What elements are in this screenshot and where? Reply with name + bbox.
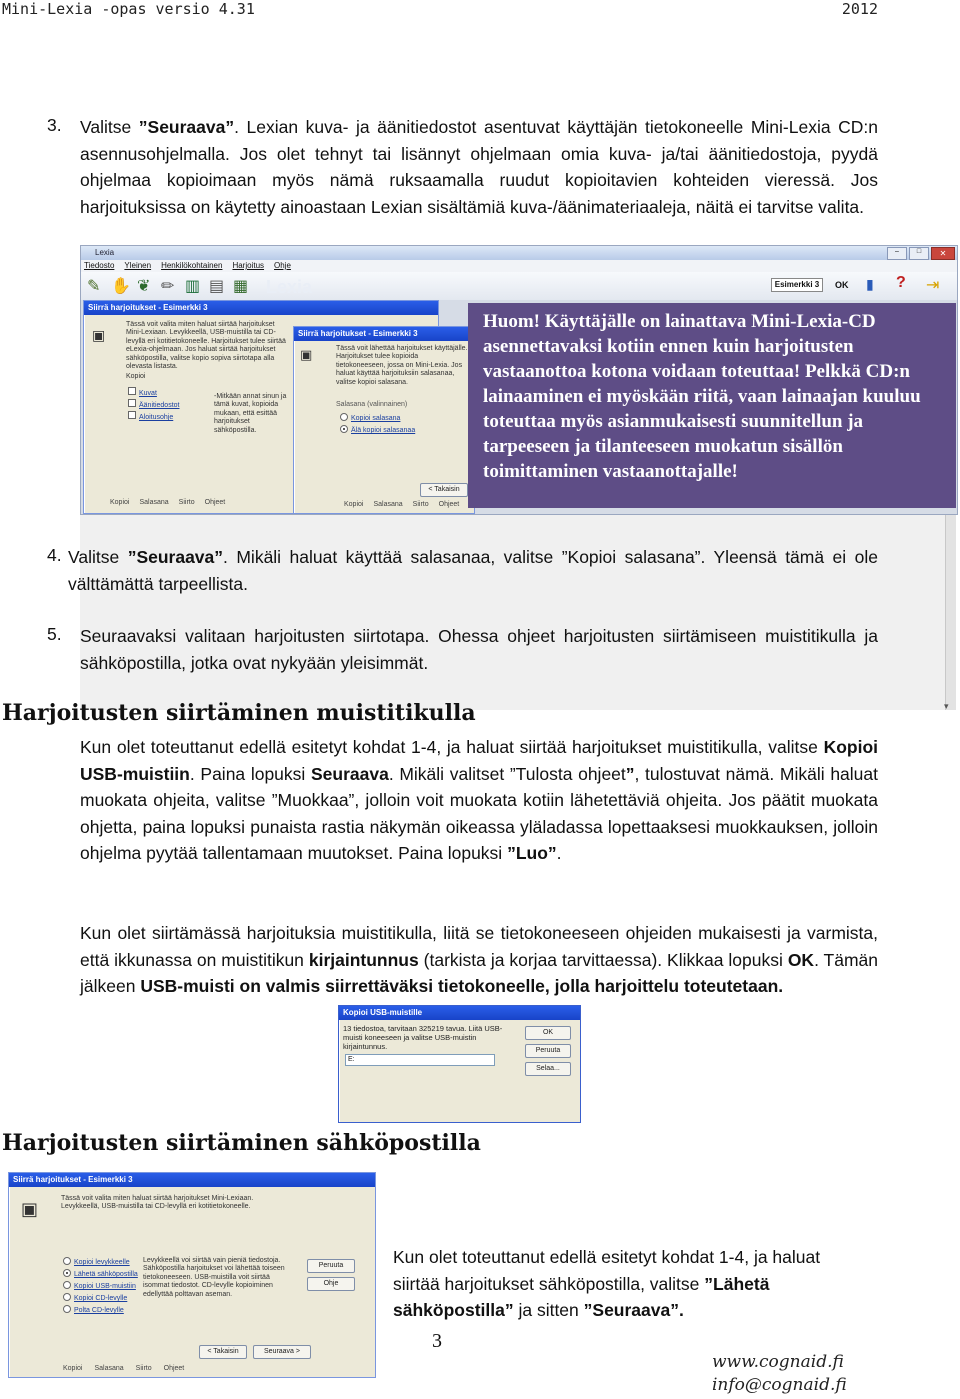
option-kopioi-usb[interactable]: Kopioi USB-muistiin	[63, 1281, 136, 1290]
background-window-area	[80, 510, 945, 710]
exit-icon[interactable]: ⇥	[926, 277, 940, 294]
usb-drive-input[interactable]: E:	[345, 1054, 495, 1066]
hand-icon[interactable]: ✋	[111, 278, 131, 295]
close-icon[interactable]: ✕	[931, 247, 955, 260]
dialog-usb-copy	[338, 1005, 581, 1123]
scroll-down-icon[interactable]: ▾	[944, 701, 949, 711]
paragraph-email: Kun olet toteuttanut edellä esitetyt kohdat 1-4, ja haluat siirtää harjoitukset sähköpostilla, valitse ”Lähetä sähköpostilla” ja sitten ”Seuraava”.	[393, 1247, 821, 1321]
disk-icon-2: ▣	[300, 347, 313, 362]
usb-dialog-text: 13 tiedostoa, tarvitaan 325219 tavua. Liitä USB-muisti koneeseen ja valitse USB-muistin kirjaintunnus.	[343, 1024, 503, 1051]
menu-bar	[81, 260, 957, 272]
ok-icon[interactable]: OK	[835, 280, 849, 290]
option-aloitusohje[interactable]: Aloitusohje	[128, 411, 173, 421]
email-dialog-titlebar: Siirrä harjoitukset - Esimerkki 3	[9, 1173, 375, 1187]
usb-ok-button[interactable]: OK	[525, 1026, 571, 1040]
list-number-5: 5.	[47, 624, 62, 644]
email-next-button[interactable]: Seuraava >	[253, 1345, 311, 1359]
tool-icon-1[interactable]: ✎	[87, 278, 101, 295]
usb-cancel-button[interactable]: Peruuta	[525, 1044, 571, 1058]
email-cancel-button[interactable]: Peruuta	[307, 1259, 355, 1273]
disk-icon: ▣	[92, 327, 106, 343]
email-help-button[interactable]: Ohje	[307, 1277, 355, 1291]
page-number: 3	[432, 1330, 442, 1352]
header-doc-title: Mini-Lexia -opas versio 4.31	[2, 0, 255, 18]
footer-website: www.cognaid.fi	[712, 1352, 844, 1372]
dialog-password	[293, 326, 475, 514]
dialog-transfer-method	[8, 1172, 376, 1378]
book-icon[interactable]: ▥	[185, 278, 201, 295]
paragraph-step-3: Valitse ”Seuraava”. Lexian kuva- ja äänitiedostot asentuvat käyttäjän tietokoneelle Mini-Lexia CD:n asennusohjelmalla. Jos olet tehnyt tai lisännyt ohjelmaan omia kuva- ja/tai äänitiedostoja, pyydä ohjelmaa kopioimaan myös nämä ruksaamalla ruudut kopioitavien kohteiden vieressä. Jos harjoituksissa on käytetty ainoastaan Lexian sisältämiä kuva-/äänimateriaaleja, näitä ei tarvitse valita.	[80, 117, 878, 217]
bars-icon[interactable]: ▤	[209, 278, 225, 295]
dialog1-nav: Kopioi Salasana Siirto Ohjeet	[110, 499, 226, 506]
dialog2-text: Tässä voit lähettää harjoitukset käyttäjälle. Harjoitukset tulee kopioida tietokoneeseen, jossa on Mini-Lexia. Jos haluat käyttää harjoituksiin salasanaa, valitse kopioi salasana.	[336, 345, 468, 386]
option-kuvat[interactable]: Kuvat	[128, 387, 157, 397]
paragraph-usb-1: Kun olet toteuttanut edellä esitetyt kohdat 1-4, ja haluat siirtää harjoitukset muistitikulla, valitse Kopioi USB-muistiin. Paina lopuksi Seuraava. Mikäli valitset ”Tulosta ohjeet”, tulostuvat nämä. Mikäli haluat muokata ohjeita, valitse ”Muokkaa”, jolloin voit muokata kotiin lähetettäviä ohjeita. Jos päätit muokata ohjetta, paina lopuksi punaista rastia näkymän oikeassa yläladassa lopettaaksesi muokkauksen, jolloin ohjelma pyytää tallentamaan muutokset. Paina lopuksi ”Luo”.	[80, 737, 878, 864]
option-laheta-sahkopostilla[interactable]: Lähetä sähköpostilla	[63, 1269, 138, 1278]
option-aanitiedostot[interactable]: Äänitiedostot	[128, 399, 179, 409]
dialog2-group: Salasana (valinnainen)	[336, 401, 408, 408]
paragraph-step-4: Valitse ”Seuraava”. Mikäli haluat käyttää salasanaa, valitse ”Kopioi salasana”. Yleensä tämä ei ole välttämättä tarpeellista.	[68, 547, 878, 594]
option-kopioi-levykkeelle[interactable]: Kopioi levykkeelle	[63, 1257, 130, 1266]
menu-item-harjoitus[interactable]: Harjoitus	[232, 261, 265, 270]
header-year: 2012	[841, 0, 878, 18]
dialog1-help: -Mitkään annat sinun ja tämä kuvat, kopioida mukaan, että esittää harjoitukset sähköpostilla.	[214, 393, 287, 434]
option-ala-kopioi-salasanaa[interactable]: Älä kopioi salasanaa	[340, 425, 415, 434]
section-heading-usb: Harjoitusten siirtäminen muistitikulla	[2, 700, 476, 726]
email-back-button[interactable]: < Takaisin	[199, 1345, 247, 1359]
dialog2-nav: Kopioi Salasana Siirto Ohjeet	[344, 501, 460, 508]
section-heading-email: Harjoitusten siirtäminen sähköpostilla	[2, 1130, 481, 1156]
pencil-icon[interactable]: ✏	[161, 278, 175, 295]
footer-email: info@cognaid.fi	[712, 1375, 847, 1395]
app-titlebar: Lexia	[81, 246, 957, 260]
email-dialog-side-text: Levykkeellä voi siirtää vain pieniä tiedostoja. Sähköpostilla harjoitukset voi lähettää toiseen tietokoneeseen. USB-muistilla voit siirtää isommat tiedostot. CD-levylle kopioiminen edellyttää polttavan aseman.	[143, 1257, 285, 1298]
menu-item-ohje[interactable]: Ohje	[274, 261, 291, 270]
paragraph-step-5: Seuraavaksi valitaan harjoitusten siirtotapa. Ohessa ohjeet harjoitusten siirtämiseen muistitikulla ja sähköpostilla, jotka ovat nykyään yleisimmät.	[80, 626, 878, 673]
dialog1-group: Kopioi	[126, 373, 146, 380]
chart-icon[interactable]: ▮	[866, 276, 874, 292]
dialog1-titlebar: Siirrä harjoitukset - Esimerkki 3	[84, 301, 438, 315]
books-icon[interactable]: ▦	[233, 278, 249, 295]
menu-item-henkilokohtainen[interactable]: Henkilökohtainen	[161, 261, 223, 270]
dialog1-text: Tässä voit valita miten haluat siirtää harjoitukset Mini-Lexiaan. Levykkeellä, USB-muistilla tai CD-levyllä eri kotitietokoneelle. Harjoitukset tulee siirtää eLexia-ohjelmaan. Jos haluat siirtää harjoitukset sähköpostilla, valitse kopio sopiva siirtotapa alla olevasta listasta.	[126, 321, 286, 371]
usb-browse-button[interactable]: Selaa...	[525, 1062, 571, 1076]
brand-logo: Lexia	[266, 277, 313, 297]
leaf-icon[interactable]: ❦	[137, 278, 151, 295]
usb-dialog-titlebar: Kopioi USB-muistille	[339, 1006, 580, 1020]
menu-item-tiedosto[interactable]: Tiedosto	[84, 261, 115, 270]
option-polta-cd[interactable]: Polta CD-levylle	[63, 1305, 124, 1314]
option-kopioi-cd[interactable]: Kopioi CD-levylle	[63, 1293, 127, 1302]
list-number-4: 4.	[47, 545, 62, 565]
toolbar	[81, 272, 957, 300]
email-dialog-nav: Kopioi Salasana Siirto Ohjeet	[63, 1365, 185, 1372]
option-kopioi-salasana[interactable]: Kopioi salasana	[340, 413, 400, 422]
help-icon[interactable]: ?	[896, 274, 906, 291]
scrollbar[interactable]	[945, 510, 956, 710]
list-number-3: 3.	[47, 115, 62, 135]
note-huom: Huom! Käyttäjälle on lainattava Mini-Lexia-CD asennettavaksi kotiin ennen kuin harjoitusten vastaanottoa kotona voidaan toteuttaa! Pelkkä CD:n lainaaminen ei myöskään riitä, vaan lainaajan kuuluu toteuttaa myös asianmukaisesti suunnitellun ja tarpeeseen ja tilanteeseen muokatun sisällön toimittaminen vastaanottajalle!	[468, 303, 956, 508]
user-field[interactable]: Esimerkki 3	[771, 278, 823, 292]
email-dialog-text: Tässä voit valita miten haluat siirtää harjoitukset Mini-Lexiaan. Levykkeellä, USB-muistilla tai CD-levyllä eri kotitietokoneelle.	[61, 1195, 254, 1211]
paragraph-usb-2: Kun olet siirtämässä harjoituksia muistitikulla, liitä se tietokoneeseen ohjeiden mukaisesti ja varmista, että ikkunassa on muistitikun kirjaintunnus (tarkista ja korjaa tarvittaessa). Klikkaa lopuksi OK. Tämän jälkeen USB-muisti on valmis siirrettäväksi tietokoneelle, jolla harjoittelu toteutetaan.	[80, 923, 879, 997]
dialog2-back-button[interactable]: < Takaisin	[420, 483, 468, 497]
menu-item-yleinen[interactable]: Yleinen	[124, 261, 152, 270]
window-controls	[887, 247, 955, 260]
minimize-icon[interactable]: –	[887, 247, 907, 260]
dialog2-titlebar: Siirrä harjoitukset - Esimerkki 3	[294, 327, 474, 341]
maximize-icon[interactable]: □	[909, 247, 929, 260]
disk-icon-3: ▣	[21, 1199, 39, 1219]
